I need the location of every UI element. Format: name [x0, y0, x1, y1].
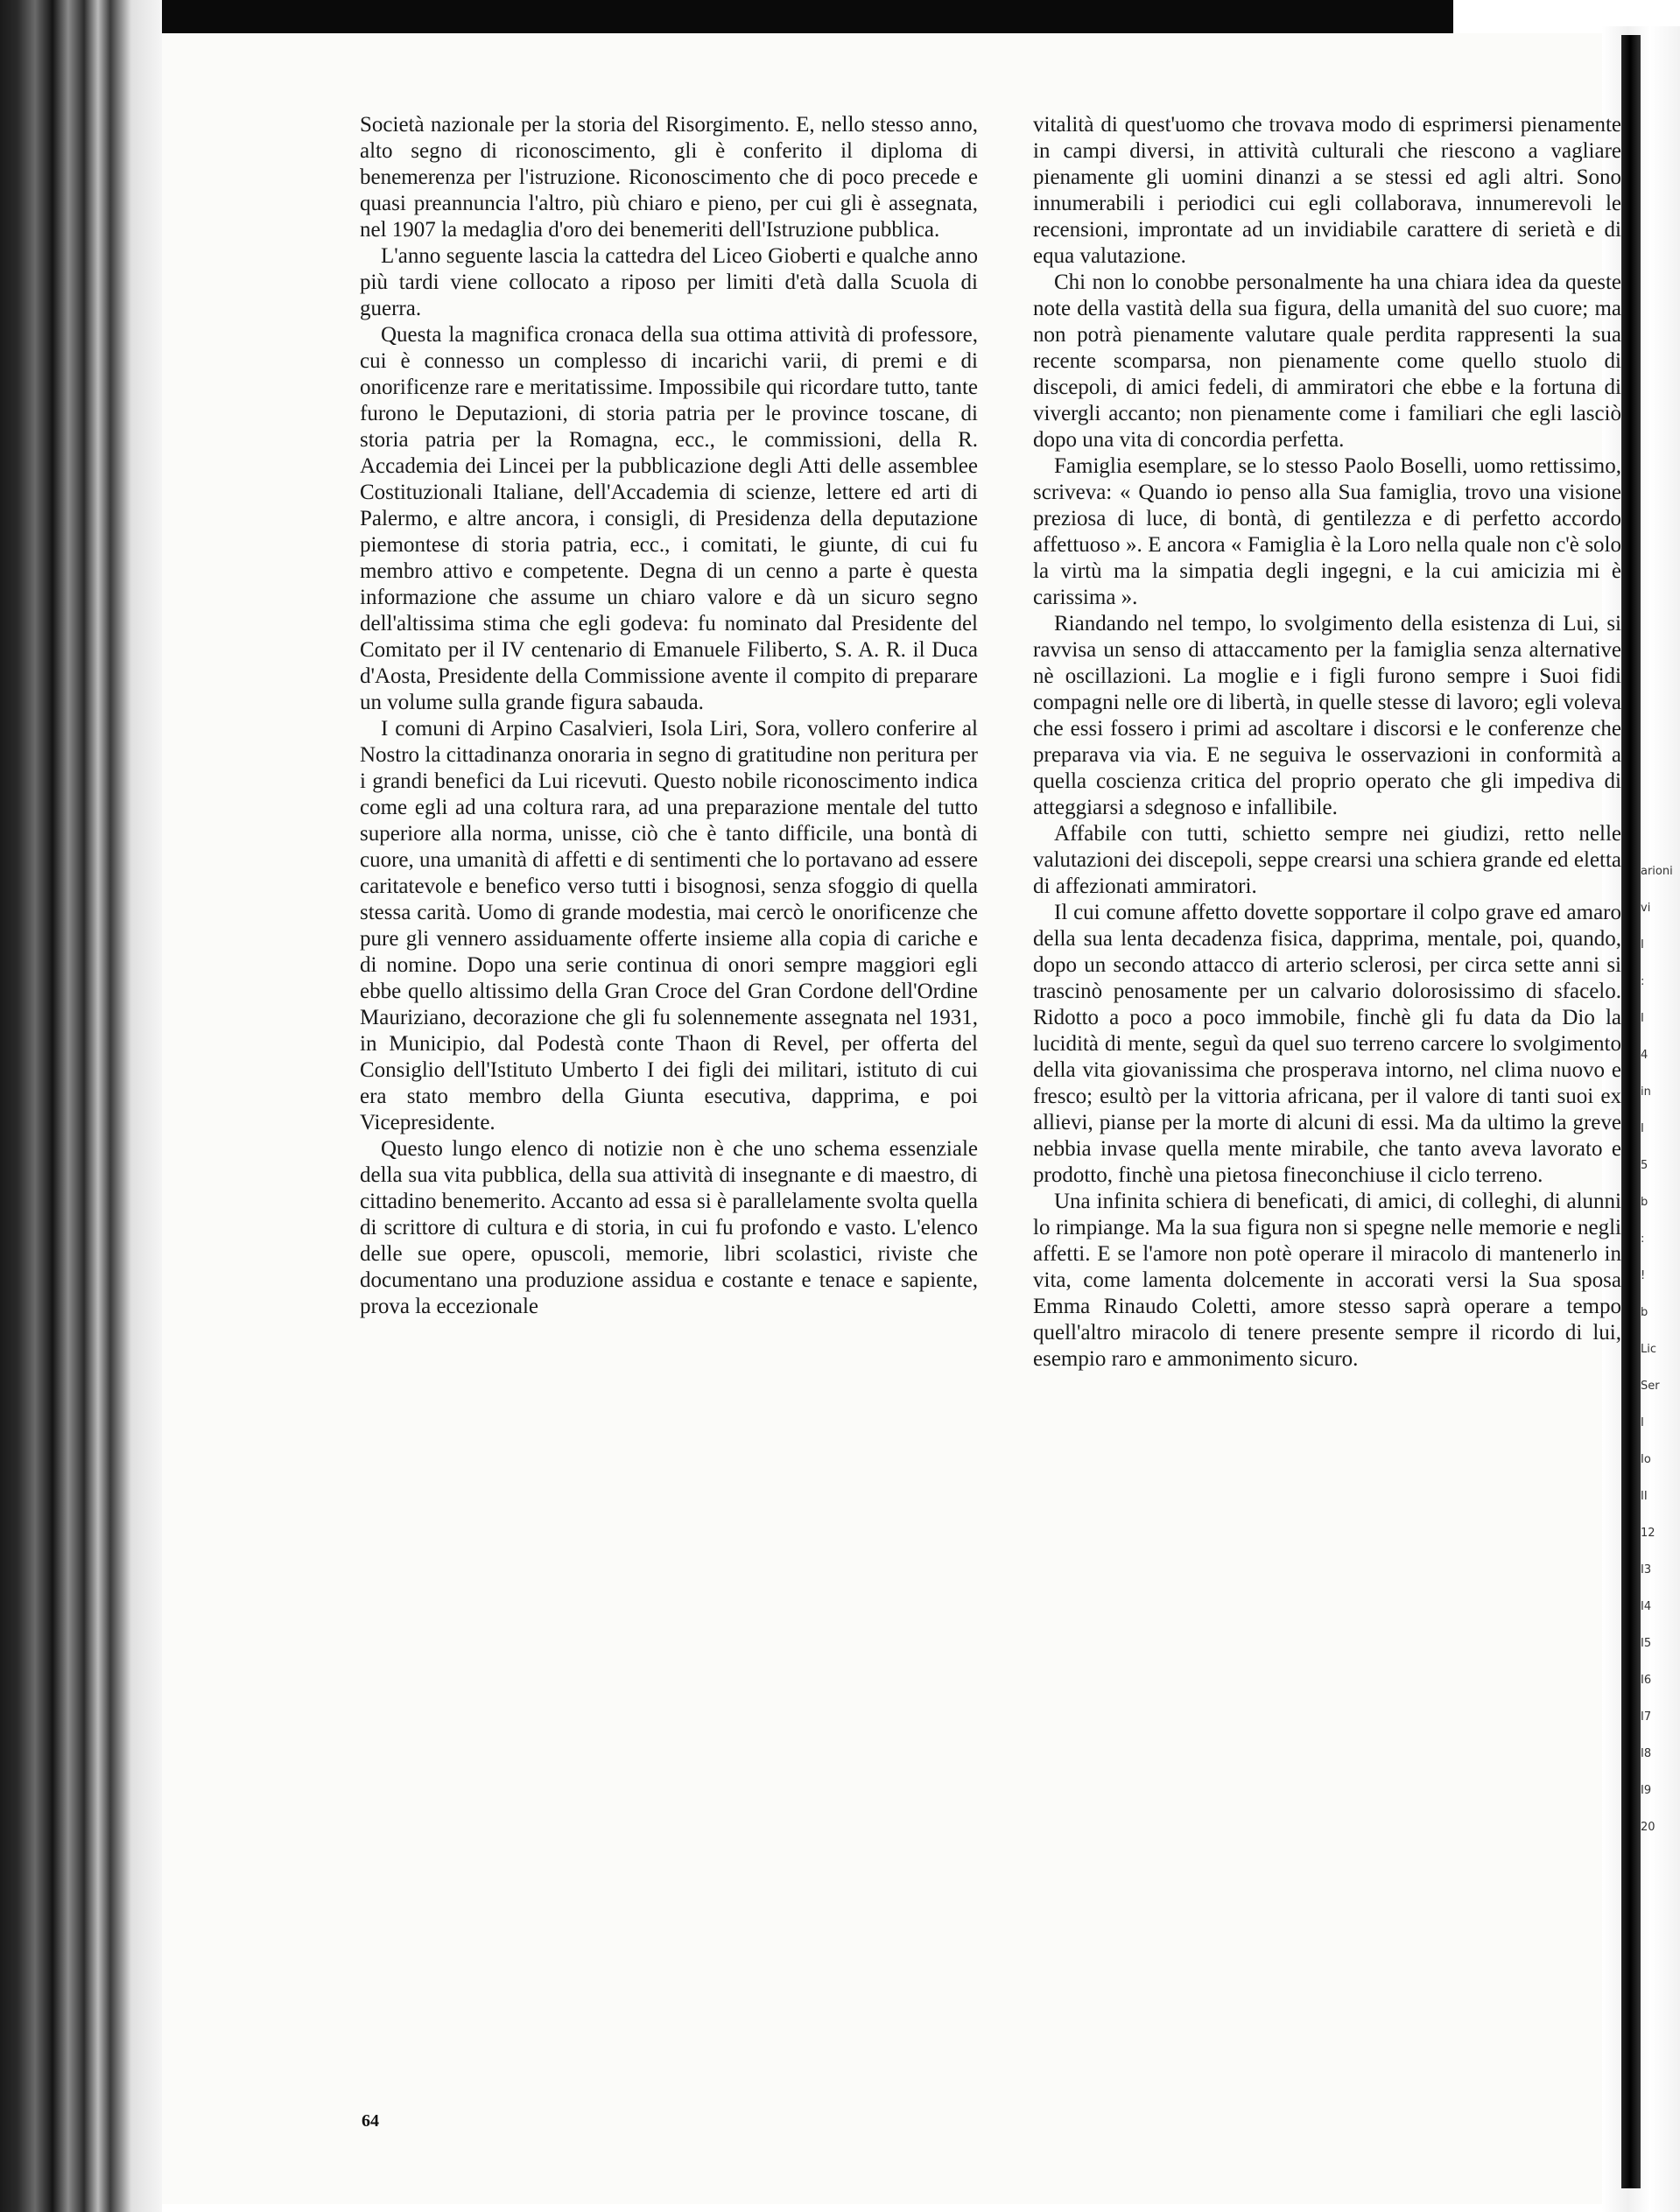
- margin-mark: I: [1641, 1012, 1644, 1025]
- paragraph: Famiglia esemplare, se lo stesso Paolo Boselli, uomo rettissimo, scriveva: « Quando io penso alla Sua famiglia, trovo una visione preziosa di luce, di bontà, di gentilezza e di perfetto accordo affettuoso ». E ancora « Famiglia è la Loro nella quale non c'è solo la virtù ma la simpatia degli ingegni, e la cui amicizia mi è carissima ».: [1033, 454, 1621, 609]
- margin-mark: I8: [1641, 1747, 1652, 1760]
- adjacent-page-margin-marks: [1641, 853, 1680, 1846]
- margin-mark: I7: [1641, 1710, 1652, 1724]
- page-gutter-shadow: [1621, 35, 1641, 2188]
- margin-mark: :: [1641, 975, 1645, 988]
- margin-mark: arioni: [1641, 865, 1673, 878]
- page-number: 64: [362, 2111, 379, 2131]
- margin-mark: vi: [1641, 902, 1651, 915]
- margin-mark: in: [1641, 1085, 1651, 1099]
- paragraph: L'anno seguente lascia la cattedra del Liceo Gioberti e qualche anno più tardi viene collocato a riposo per limiti d'età dalla Scuola di guerra.: [360, 244, 978, 320]
- margin-mark: I: [1641, 1122, 1644, 1135]
- margin-mark: 4: [1641, 1049, 1648, 1062]
- paragraph: Il cui comune affetto dovette sopportare il colpo grave ed amaro della sua lenta decadenza fisica, dapprima, mentale, poi, quando, dopo un secondo attacco di arterio sclerosi, per circa sette anni si trascinò penosamente per un calvario dolorosissimo di sfacelo. Ridotto a poco a poco immobile, finchè gli fu data da Dio la lucidità di mente, seguì da quel suo terreno carcere lo svolgimento della vita giovanissima che prosperava intorno, nel clima nuovo e fresco; esultò per la vittoria africana, per il valore di tanti suoi ex allievi, pianse per la morte di alcuni di essi. Ma da ultimo la greve nebbia invase quella mente mirabile, che tanto aveva lavorato e prodotto, finchè una pietosa fineconchiuse il ciclo terreno.: [1033, 901, 1621, 1187]
- margin-mark: !: [1641, 1269, 1646, 1282]
- margin-mark: I5: [1641, 1637, 1652, 1650]
- margin-mark: b: [1641, 1196, 1648, 1209]
- margin-mark: I: [1641, 1416, 1644, 1429]
- paragraph: Società nazionale per la storia del Risorgimento. E, nello stesso anno, alto segno di riconoscimento, gli è conferito il diploma di benemerenza per l'istruzione. Riconoscimento che di poco precede e quasi preannuncia l'altro, più chiaro e pieno, per cui gli è assegnata, nel 1907 la medaglia d'oro dei benemeriti dell'Istruzione pubblica.: [360, 113, 978, 242]
- margin-mark: :: [1641, 1232, 1645, 1246]
- paragraph: vitalità di quest'uomo che trovava modo di esprimersi pienamente in campi diversi, in attività culturali che riescono a vagliare pienamente gli uomini dinanzi a se stessi ed agli altri. Sono innumerabili i periodici cui egli collaborava, innumerevoli le recensioni, improntate ad un invidiabile carattere di serietà e di equa valutazione.: [1033, 113, 1621, 268]
- top-scan-shadow: [0, 0, 1453, 33]
- margin-mark: II: [1641, 1490, 1648, 1503]
- paragraph: Questo lungo elenco di notizie non è che uno schema essenziale della sua vita pubblica, della sua attività di insegnante e di maestro, di cittadino benemerito. Accanto ad essa si è parallelamente svolta quella di scrittore di cultura e di storia, in cui fu profondo e vasto. L'elenco delle sue opere, opuscoli, memorie, libri scolastici, riviste che documentano una produzione assidua e costante e tenace e sapiente, prova la eccezionale: [360, 1137, 978, 1318]
- paragraph: I comuni di Arpino Casalvieri, Isola Liri, Sora, vollero conferire al Nostro la cittadinanza onoraria in segno di gratitudine non peritura per i grandi benefici da Lui ricevuti. Questo nobile riconoscimento indica come egli ad una coltura rara, ad una preparazione mentale del tutto superiore alla norma, unisse, ciò che è tanto difficile, una bontà di cuore, una umanità di affetti e di sentimenti che lo portavano ad essere caritatevole e benefico verso tutti i bisognosi, senza sfoggio di quella stessa carità. Uomo di grande modestia, mai cercò le onorificenze che pure gli vennero assiduamente offerte insieme alla copia di cariche e di nomine. Dopo una serie continua di onori sempre maggiori egli ebbe quello altissimo della Gran Croce del Gran Cordone dell'Ordine Mauriziano, decorazione che gli fu solennemente assegnata nel 1931, in Municipio, dal Podestà conte Thaon di Revel, per offerta del Consiglio dell'Istituto Umberto I dei figli dei militari, istituto di cui era stato membro della Giunta esecutiva, dapprima, e poi Vicepresidente.: [360, 717, 978, 1134]
- margin-mark: Lic: [1641, 1343, 1657, 1356]
- margin-mark: I: [1641, 938, 1644, 952]
- margin-mark: Ser: [1641, 1380, 1660, 1393]
- margin-mark: 12: [1641, 1527, 1655, 1540]
- left-book-binding: [0, 0, 162, 2212]
- paragraph: Riandando nel tempo, lo svolgimento della esistenza di Lui, si ravvisa un senso di attaccamento per la famiglia senza alternative nè oscillazioni. La moglie e i figli furono sempre i Suoi fidi compagni nelle ore di libertà, in quelle stesse di lavoro; egli voleva che essi fossero i primi ad ascoltare i discorsi e le conferenze che preparava via via. E ne seguiva le osservazioni in conformità a quella coscienza critica del proprio operato che gli impediva di atteggiarsi a sdegnoso e infallibile.: [1033, 612, 1621, 819]
- paragraph: Chi non lo conobbe personalmente ha una chiara idea da queste note della vastità della sua figura, della umanità del suo cuore; ma non potrà pienamente valutare quale perdita rappresenti la sua recente scomparsa, non pienamente come quello stuolo di discepoli, di amici fedeli, di ammiratori che ebbe e la fortuna di vivergli accanto; non pienamente come i familiari che egli lasciò dopo una vita di concordia perfetta.: [1033, 270, 1621, 452]
- margin-mark: I4: [1641, 1600, 1652, 1613]
- margin-mark: I3: [1641, 1563, 1652, 1576]
- margin-mark: Io: [1641, 1453, 1651, 1466]
- margin-mark: 20: [1641, 1821, 1655, 1834]
- margin-mark: 5: [1641, 1159, 1648, 1172]
- margin-mark: I6: [1641, 1674, 1652, 1687]
- margin-mark: I9: [1641, 1784, 1652, 1797]
- paragraph: Affabile con tutti, schietto sempre nei giudizi, retto nelle valutazioni dei discepoli, seppe crearsi una schiera grande ed eletta di affezionati ammiratori.: [1033, 822, 1621, 898]
- left-text-column: [360, 112, 978, 1320]
- margin-mark: b: [1641, 1306, 1648, 1319]
- right-text-column: [1033, 112, 1621, 1373]
- paragraph: Una infinita schiera di beneficati, di amici, di colleghi, di alunni lo rimpiange. Ma la sua figura non si spegne nelle memorie e negli affetti. E se l'amore non potè operare il miracolo di mantenerlo in vita, come lamenta dolcemente in accorati versi la Sua sposa Emma Rinaudo Coletti, amore stesso saprà operare a tempo quell'altro miracolo di tenere presente sempre il ricordo di lui, esempio raro e ammonimento sicuro.: [1033, 1190, 1621, 1371]
- paragraph: Questa la magnifica cronaca della sua ottima attività di professore, cui è connesso un complesso di incarichi varii, di premi e di onorificenze rare e meritatissime. Impossibile qui ricordare tutto, tante furono le Deputazioni, di storia patria per le province toscane, di storia patria per la Romagna, ecc., le commissioni, della R. Accademia dei Lincei per la pubblicazione degli Atti delle assemblee Costituzionali Italiane, dell'Accademia di scienze, lettere ed arti di Palermo, e altre ancora, i consigli, di Presidenza della deputazione piemontese di storia patria, ecc., i comitati, le giunte, di cui fu membro attivo e competente. Degna di un cenno a parte è questa informazione che assume un chiaro valore e dà un sicuro segno dell'altissima stima che egli godeva: fu nominato dal Presidente del Comitato per il IV centenario di Emanuele Filiberto, S. A. R. il Duca d'Aosta, Presidente della Commissione avente il compito di preparare un volume sulla grande figura sabauda.: [360, 323, 978, 714]
